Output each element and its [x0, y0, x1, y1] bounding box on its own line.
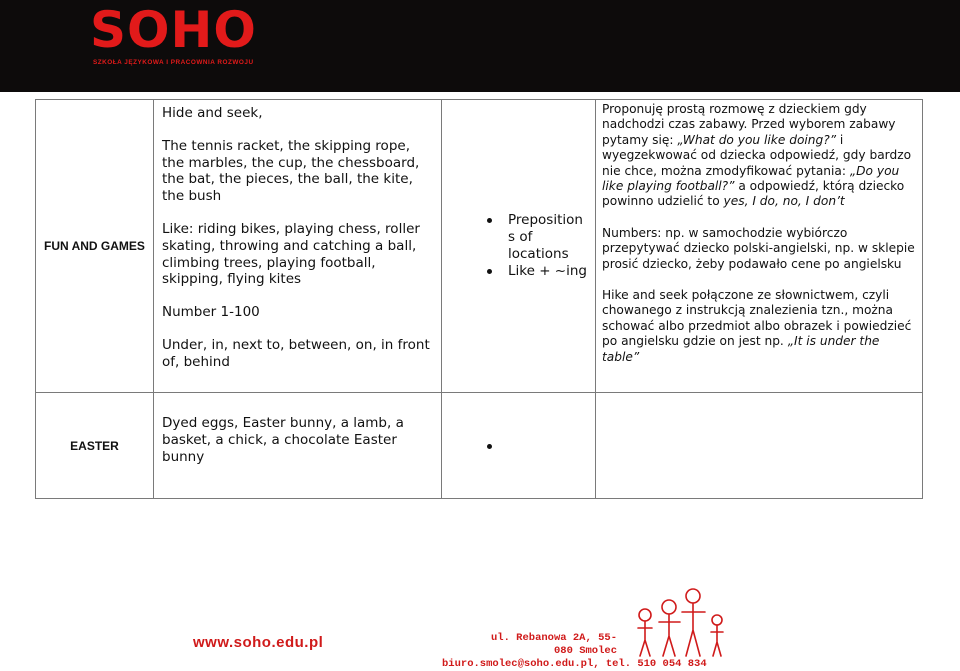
vocab-line: The tennis racket, the skipping rope, the marbles, the cup, the chessboard, the bat, the pieces, the ball, the kite, the bush [162, 137, 420, 205]
grammar-list [442, 212, 595, 279]
category-cell [36, 393, 154, 499]
notes-paragraph: Numbers: np. w samochodzie wybiórczo przepytywać dziecko polski-angielski, np. w sklepie prosić dziecko, żeby podawało cene po angielsku [602, 225, 915, 271]
bullet-icon [487, 218, 492, 223]
children-illustration [625, 582, 735, 661]
website-url: www.soho.edu.pl [193, 634, 324, 651]
list-item: Preposition s of locations [442, 212, 590, 262]
notes-paragraph: Hike and seek połączone ze słownictwem, czyli chowanego z instrukcją znalezienia tzn., można schować albo przedmiot albo obrazek i powiedzieć po angielsku gdzie on jest np. „It is under the table” [602, 288, 912, 364]
category-label: EASTER [70, 438, 119, 453]
bullet-icon [487, 444, 492, 449]
vocab-line: Dyed eggs, Easter bunny, a lamb, a basket, a chick, a chocolate Easter bunny [162, 415, 404, 465]
page-header [0, 0, 960, 92]
logo-subtitle: SZKOŁA JĘZYKOWA I PRACOWNIA ROZWOJU [93, 59, 254, 66]
address-line: ul. Rebanowa 2A, 55-080 Smolec [490, 632, 617, 657]
lesson-plan-table [35, 99, 923, 499]
vocabulary-cell [154, 393, 442, 499]
grammar-cell [442, 393, 596, 499]
logo-wordmark: SOHO [90, 1, 257, 59]
grammar-cell [442, 100, 596, 393]
contact-address [442, 632, 707, 671]
table-row [36, 393, 923, 499]
contact-line: biuro.smolec@soho.edu.pl, tel. 510 054 834 [442, 658, 707, 670]
soho-logo [90, 1, 257, 72]
notes-paragraph: Proponuję prostą rozmowę z dzieckiem gdy nadchodzi czas zabawy. Przed wyborem zabawy pytamy się: „What do you like doing?” i wyegzekwować od dziecka odpowiedź, gdy bardzo nie chce, można zmodyfikować pytania: „Do you like playing football?” a odpowiedź, którą dziecko powinno udzielić to yes, I do, no, I don’t [602, 102, 912, 209]
list-item: Like + ~ing [442, 263, 590, 280]
category-cell [36, 100, 154, 393]
category-label: FUN AND GAMES [44, 239, 145, 253]
table-row [36, 100, 923, 393]
vocab-line: Hide and seek, [162, 105, 263, 121]
vocab-line: Under, in, next to, between, on, in front of, behind [162, 336, 430, 370]
vocab-line: Like: riding bikes, playing chess, roller skating, throwing and catching a ball, climbing trees, playing football, skipping, flying kites [162, 220, 420, 288]
vocab-line: Number 1-100 [162, 304, 260, 321]
notes-cell [596, 393, 923, 499]
bullet-icon [487, 269, 492, 274]
vocabulary-cell [154, 100, 442, 393]
notes-cell [596, 100, 923, 393]
